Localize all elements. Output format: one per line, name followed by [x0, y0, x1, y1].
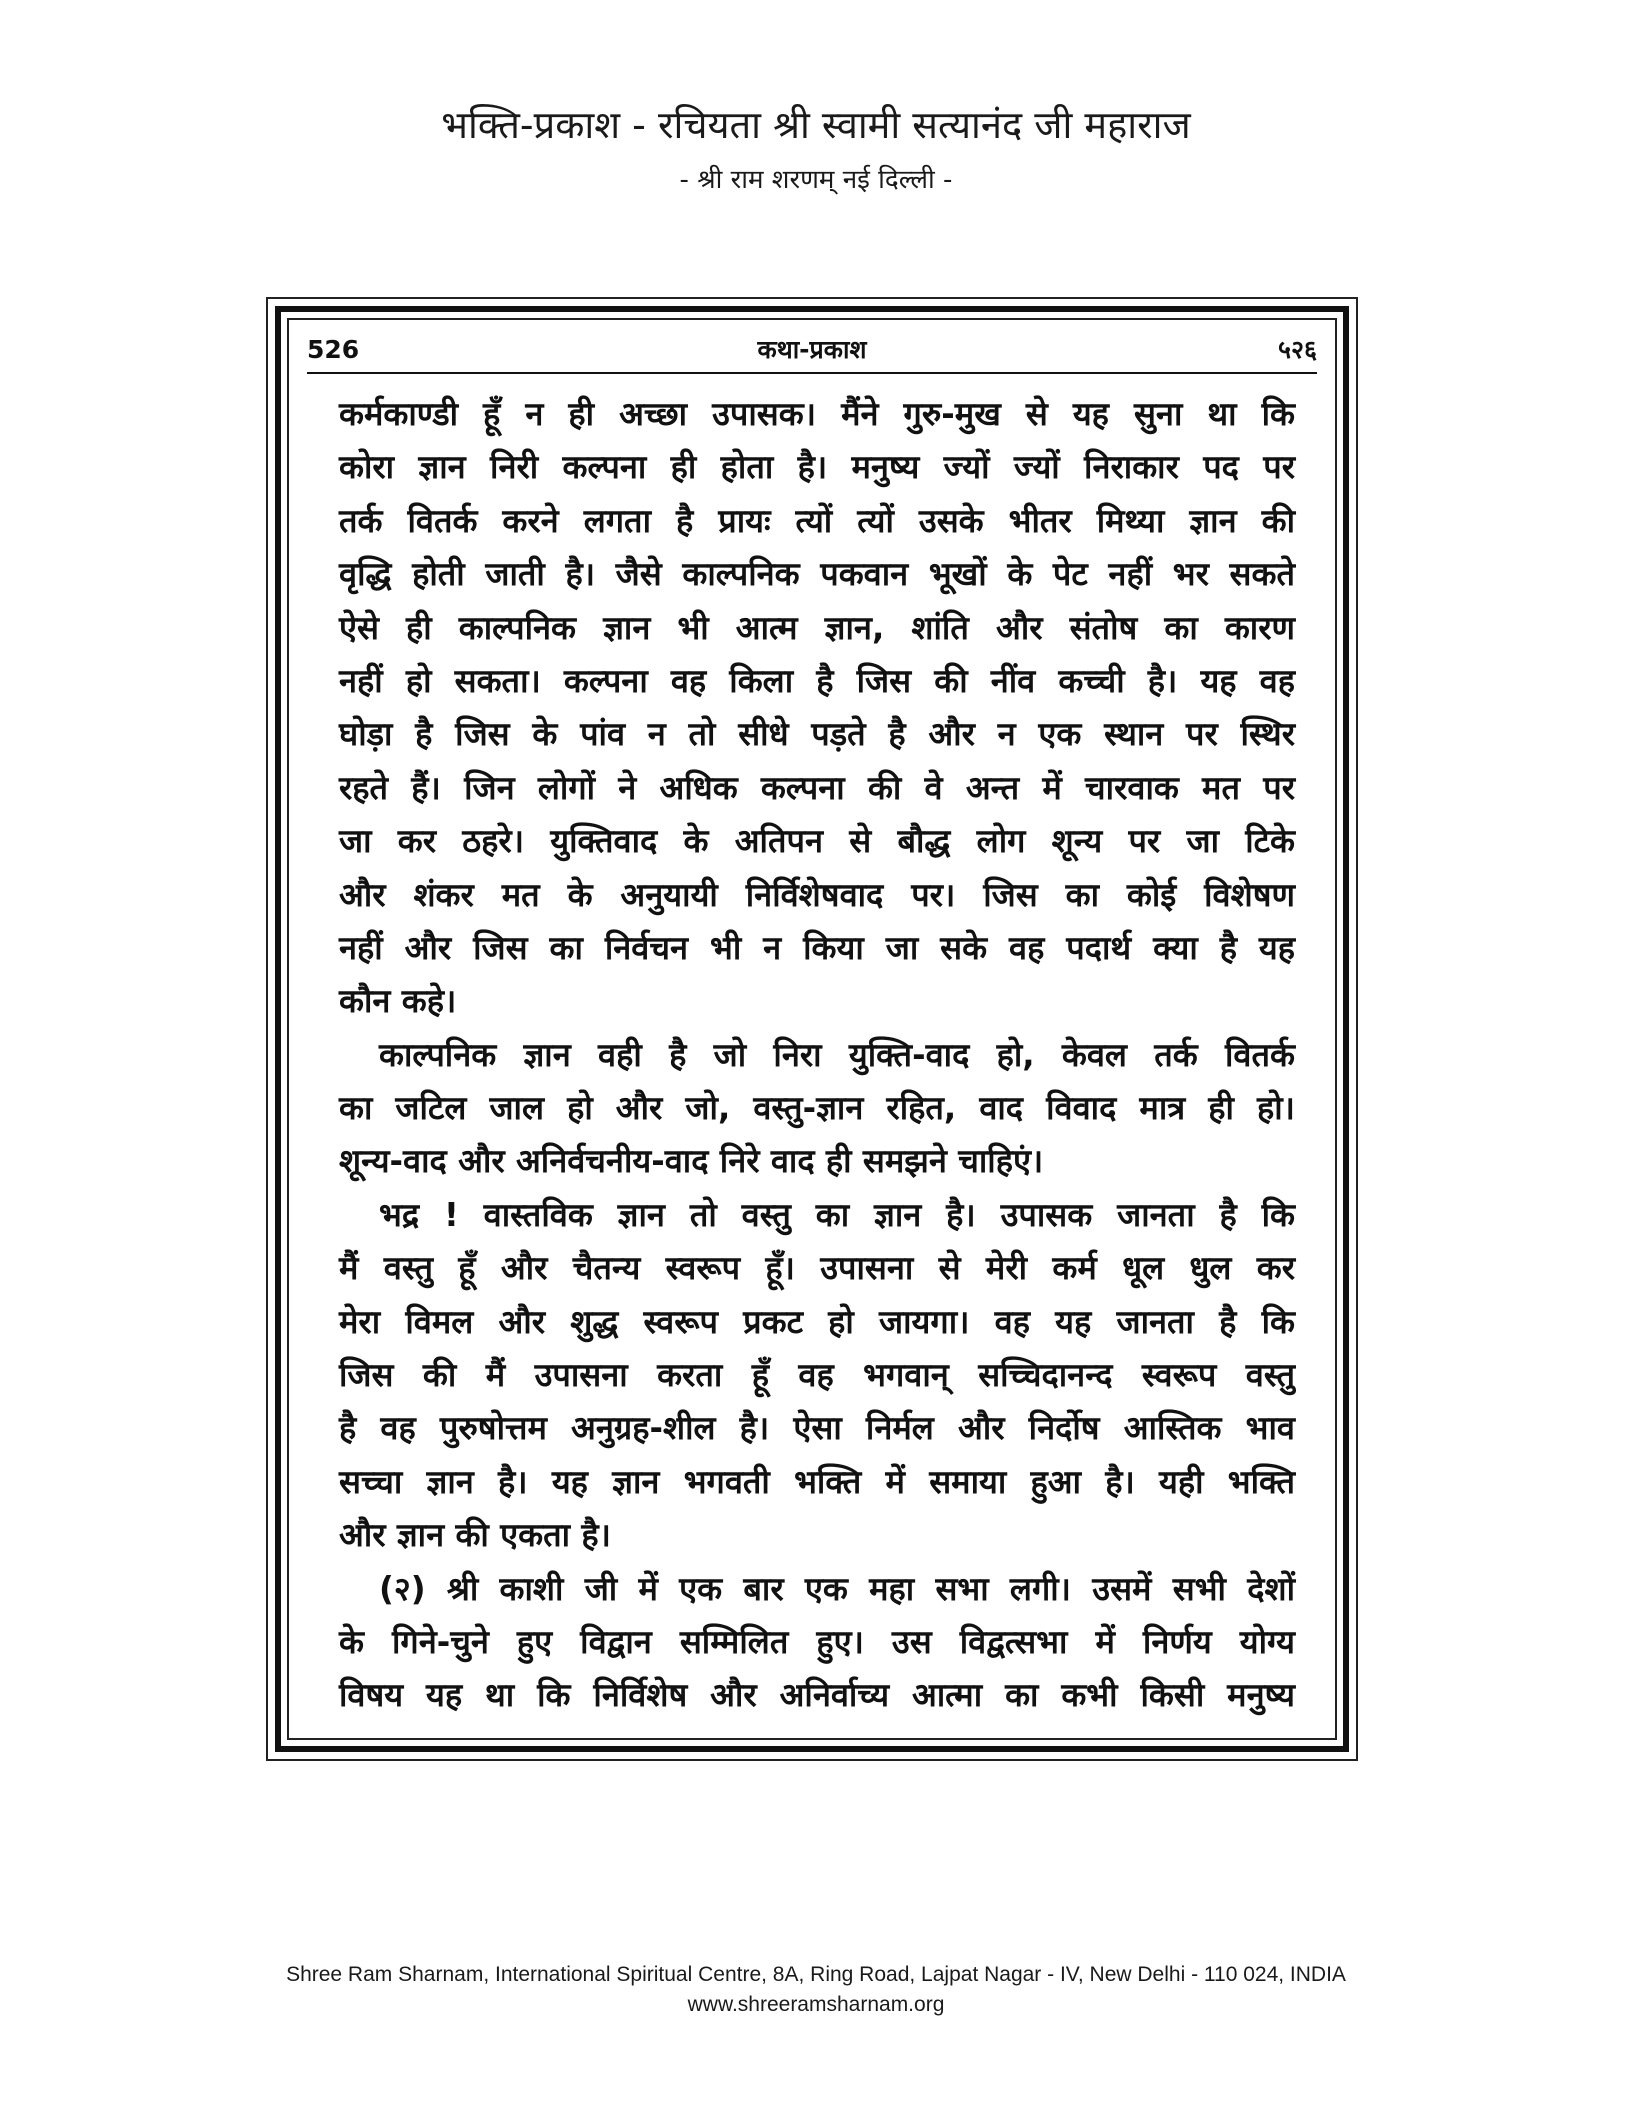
text-line: जिस की मैं उपासना करता हूँ वह भगवान् सच्चिदानन्द स्वरूप वस्तु — [339, 1356, 1295, 1395]
text-line: और शंकर मत के अनुयायी निर्विशेषवाद पर। जिस का कोई विशेषण — [339, 875, 1295, 914]
text-line: कौन कहे। — [339, 982, 457, 1021]
chapter-title: कथा-प्रकाश — [757, 335, 867, 364]
footer-address: Shree Ram Sharnam, International Spiritual Centre, 8A, Ring Road, Lajpat Nagar - IV, New Delhi - 110 024, INDIA — [286, 1963, 1346, 1986]
text-line: मैं वस्तु हूँ और चैतन्य स्वरूप हूँ। उपासना से मेरी कर्म धूल धुल कर — [339, 1249, 1295, 1288]
text-line: तर्क वितर्क करने लगता है प्रायः त्यों त्यों उसके भीतर मिथ्या ज्ञान की — [339, 501, 1295, 540]
page-frame-border — [275, 306, 1349, 1752]
text-line: ऐसे ही काल्पनिक ज्ञान भी आत्म ज्ञान, शांति और संतोष का कारण — [339, 608, 1295, 647]
page-number-arabic: 526 — [307, 335, 360, 364]
running-head — [307, 328, 1317, 374]
text-line: (२) श्री काशी जी में एक बार एक महा सभा लगी। उसमें सभी देशों — [379, 1569, 1295, 1608]
footer-website: www.shreeramsharnam.org — [687, 1993, 945, 2016]
text-line: रहते हैं। जिन लोगों ने अधिक कल्पना की वे अन्त में चारवाक मत पर — [339, 768, 1295, 807]
book-title: भक्ति-प्रकाश - रचियता श्री स्वामी सत्यानंद जी महाराज — [441, 103, 1191, 147]
text-line: जा कर ठहरे। युक्तिवाद के अतिपन से बौद्ध लोग शून्य पर जा टिके — [339, 822, 1295, 861]
text-line: का जटिल जाल हो और जो, वस्तु-ज्ञान रहित, वाद विवाद मात्र ही हो। — [339, 1089, 1295, 1128]
page-frame-inner — [287, 318, 1337, 1740]
page-frame — [266, 297, 1358, 1761]
text-line: के गिने-चुने हुए विद्वान सम्मिलित हुए। उस विद्वत्सभा में निर्णय योग्य — [339, 1622, 1295, 1661]
text-line: भद्र ! वास्तविक ज्ञान तो वस्तु का ज्ञान है। उपासक जानता है कि — [379, 1195, 1295, 1234]
text-line: वृद्धि होती जाती है। जैसे काल्पनिक पकवान भूखों के पेट नहीं भर सकते — [339, 555, 1295, 594]
text-line: मेरा विमल और शुद्ध स्वरूप प्रकट हो जायगा। वह यह जानता है कि — [339, 1302, 1295, 1341]
page-number-devanagari: ५२६ — [1277, 335, 1317, 364]
text-line: सच्चा ज्ञान है। यह ज्ञान भगवती भक्ति में समाया हुआ है। यही भक्ति — [339, 1462, 1295, 1501]
page-header — [0, 100, 1632, 200]
book-subtitle: - श्री राम शरणम् नई दिल्ली - — [679, 165, 953, 195]
text-line: घोड़ा है जिस के पांव न तो सीधे पड़ते है और न एक स्थान पर स्थिर — [339, 715, 1295, 754]
body-text — [339, 388, 1295, 1723]
text-line: और ज्ञान की एकता है। — [339, 1516, 611, 1555]
text-line: नहीं और जिस का निर्वचन भी न किया जा सके वह पदार्थ क्या है यह — [339, 928, 1295, 967]
text-line: कर्मकाण्डी हूँ न ही अच्छा उपासक। मैंने गुरु-मुख से यह सुना था कि — [339, 395, 1295, 433]
text-line: है वह पुरुषोत्तम अनुग्रह-शील है। ऐसा निर्मल और निर्दोष आस्तिक भाव — [339, 1409, 1295, 1448]
page-footer — [0, 1960, 1632, 2020]
text-line: कोरा ज्ञान निरी कल्पना ही होता है। मनुष्य ज्यों ज्यों निराकार पद पर — [339, 448, 1295, 487]
text-line: शून्य-वाद और अनिर्वचनीय-वाद निरे वाद ही समझने चाहिएं। — [339, 1142, 1044, 1181]
text-line: विषय यह था कि निर्विशेष और अनिर्वाच्य आत्मा का कभी किसी मनुष्य — [339, 1676, 1295, 1715]
text-line: नहीं हो सकता। कल्पना वह किला है जिस की नींव कच्ची है। यह वह — [339, 661, 1295, 700]
text-line: काल्पनिक ज्ञान वही है जो निरा युक्ति-वाद हो, केवल तर्क वितर्क — [379, 1035, 1295, 1074]
